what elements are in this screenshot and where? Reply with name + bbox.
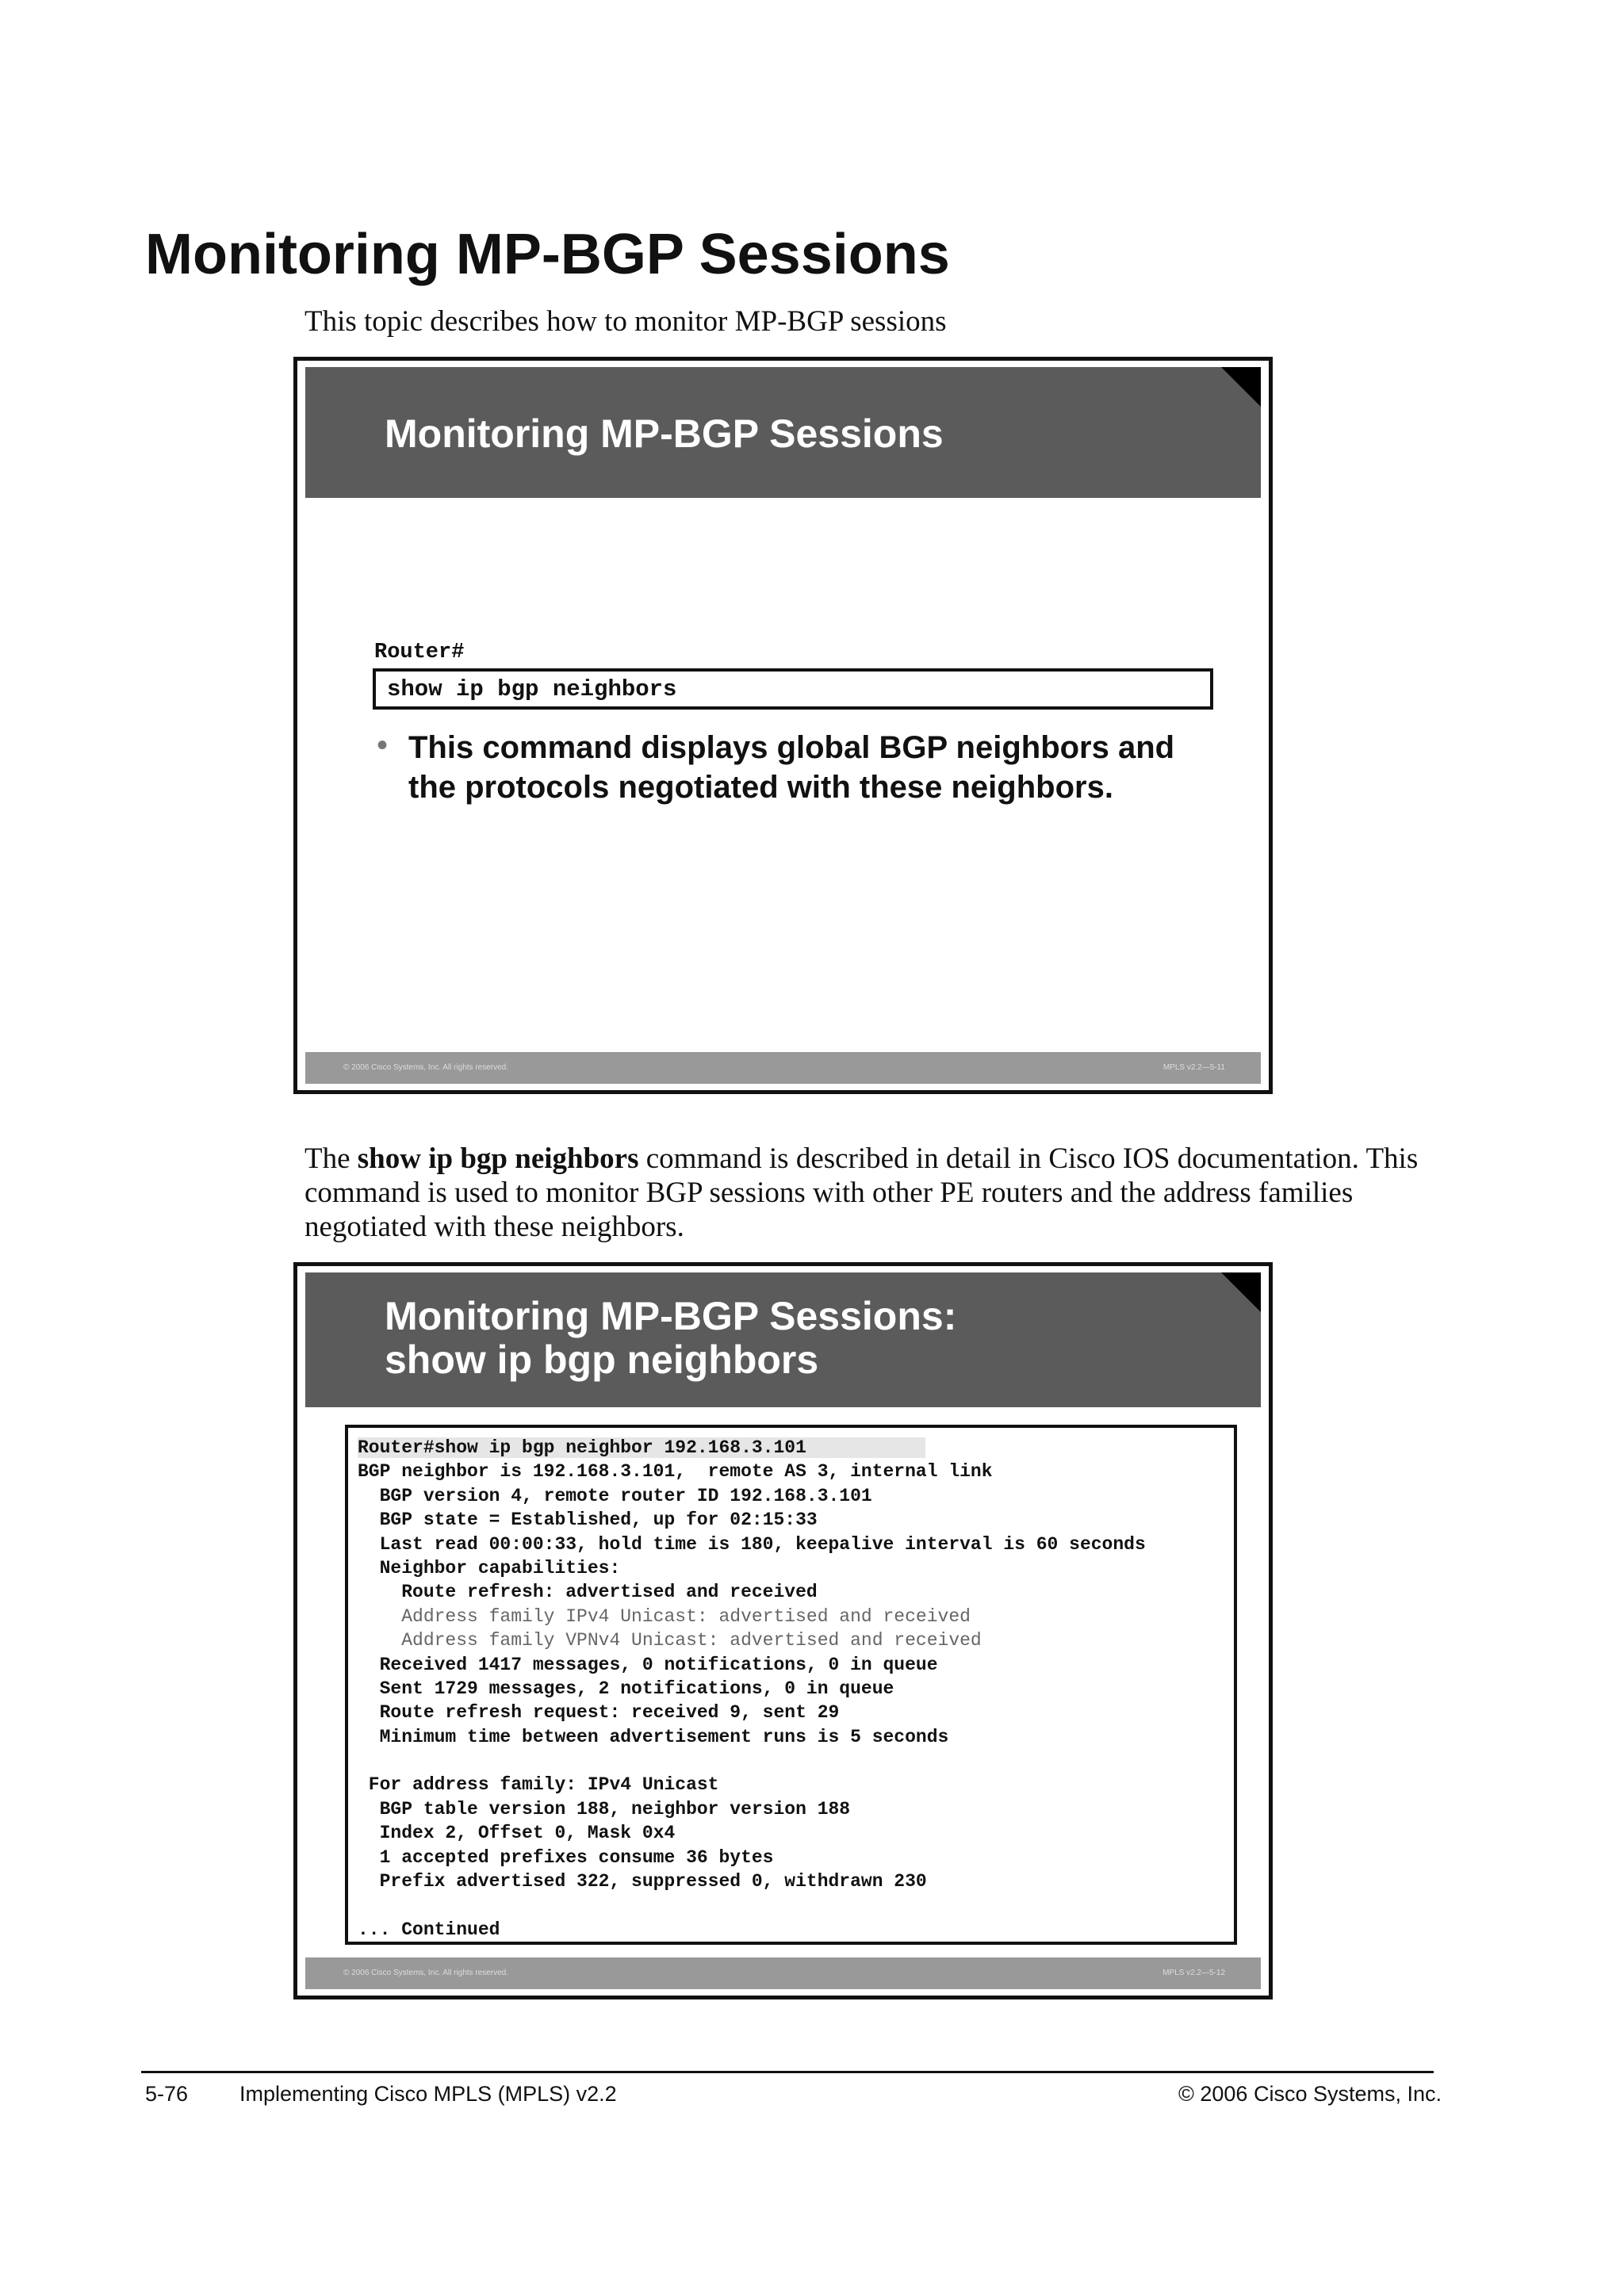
terminal-line: BGP version 4, remote router ID 192.168.3.101 <box>358 1485 872 1506</box>
terminal-line: BGP state = Established, up for 02:15:33 <box>358 1510 818 1531</box>
router-prompt: Router# <box>374 641 465 664</box>
slide-1-number: MPLS v2.2—5-11 <box>1162 1063 1225 1072</box>
slide-2-title-line-1: Monitoring MP-BGP Sessions: <box>385 1294 957 1338</box>
slide-1-copyright: © 2006 Cisco Systems, Inc. All rights reserved. <box>343 1063 509 1072</box>
paragraph-command: show ip bgp neighbors <box>357 1142 639 1175</box>
terminal-line: Route refresh request: received 9, sent 29 <box>358 1702 840 1724</box>
terminal-line: For address family: IPv4 Unicast <box>358 1774 719 1796</box>
intro-text: This topic describes how to monitor MP-BGP sessions <box>304 305 947 338</box>
terminal-line: Sent 1729 messages, 2 notifications, 0 in queue <box>358 1678 894 1699</box>
terminal-line <box>358 1893 1234 1917</box>
slide-1-body <box>305 367 1261 1084</box>
slide-1-corner <box>1221 367 1261 407</box>
terminal-line: Index 2, Offset 0, Mask 0x4 <box>358 1823 676 1844</box>
slide-2-copyright: © 2006 Cisco Systems, Inc. All rights reserved. <box>343 1969 509 1977</box>
slide-2-number: MPLS v2.2—5-12 <box>1162 1969 1225 1977</box>
terminal-line: Router#show ip bgp neighbor 192.168.3.101 <box>358 1436 1234 1460</box>
terminal-line: ... Continued <box>358 1919 500 1940</box>
terminal-line: 1 accepted prefixes consume 36 bytes <box>358 1846 774 1868</box>
bullet-dot: • <box>377 728 389 763</box>
terminal-line <box>358 1749 1234 1773</box>
terminal-line: BGP table version 188, neighbor version 188 <box>358 1798 851 1820</box>
footer-rule <box>141 2071 1434 2073</box>
terminal-output <box>345 1425 1237 1945</box>
terminal-line: Received 1417 messages, 0 notifications, 0 in queue <box>358 1654 938 1675</box>
slide-2-body <box>305 1272 1261 1989</box>
slide-1-header <box>305 367 1261 498</box>
page-title: Monitoring MP-BGP Sessions <box>145 223 950 286</box>
slide-1 <box>293 357 1273 1094</box>
slide-2-corner <box>1221 1272 1261 1312</box>
slide-2-footer <box>305 1957 1261 1989</box>
terminal-line: Route refresh: advertised and received <box>358 1582 818 1603</box>
slide-2-title-line-2: show ip bgp neighbors <box>385 1337 819 1382</box>
command-box: show ip bgp neighbors <box>373 668 1213 710</box>
terminal-line: Minimum time between advertisement runs is 5 seconds <box>358 1726 949 1747</box>
body-paragraph <box>304 1142 1431 1244</box>
footer-copyright: © 2006 Cisco Systems, Inc. <box>1178 2082 1442 2106</box>
bullet-text: This command displays global BGP neighbors and the protocols negotiated with these neighbors. <box>408 730 1175 805</box>
slide-2-header <box>305 1272 1261 1407</box>
terminal-line: Last read 00:00:33, hold time is 180, keepalive interval is 60 seconds <box>358 1533 1146 1555</box>
slide-2 <box>293 1262 1273 1999</box>
terminal-line: BGP neighbor is 192.168.3.101, remote AS 3, internal link <box>358 1461 993 1483</box>
footer-page-number: 5-76 <box>145 2082 189 2106</box>
terminal-line: Prefix advertised 322, suppressed 0, withdrawn 230 <box>358 1871 927 1892</box>
footer-course: Implementing Cisco MPLS (MPLS) v2.2 <box>239 2082 617 2106</box>
slide-1-footer <box>305 1052 1261 1084</box>
paragraph-start: The <box>304 1142 358 1175</box>
terminal-line: Address family IPv4 Unicast: advertised and received <box>358 1605 971 1627</box>
terminal-line: Address family VPNv4 Unicast: advertised and received <box>358 1630 982 1651</box>
paragraph-end: command is described in detail in Cisco IOS documentation. This command is used to monitor BGP sessions with other PE routers and the address families negotiated with these neighbors. <box>304 1142 1419 1243</box>
terminal-line: Neighbor capabilities: <box>358 1557 621 1578</box>
slide-1-title: Monitoring MP-BGP Sessions <box>385 411 944 456</box>
